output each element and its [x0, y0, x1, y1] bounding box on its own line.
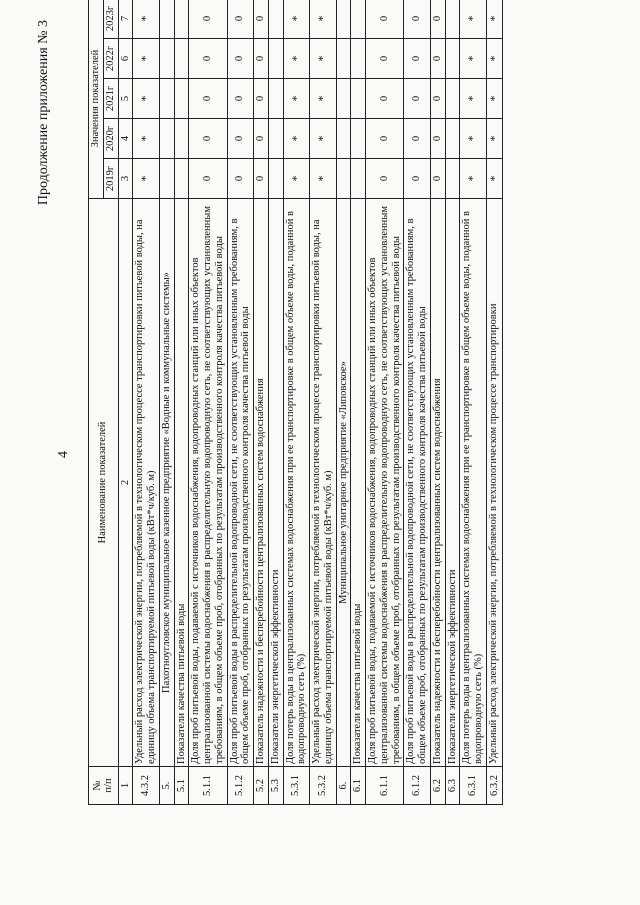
indicator-value: 0: [227, 0, 254, 39]
row-number: 6.1.1: [366, 767, 404, 805]
header-year: 2021г: [103, 79, 118, 119]
empty-value-cell: [174, 79, 189, 119]
indicator-value: 0: [254, 159, 269, 199]
empty-value-cell: [351, 159, 366, 199]
empty-value-cell: [336, 39, 351, 79]
indicator-value: *: [486, 39, 502, 79]
indicator-value: *: [460, 159, 487, 199]
empty-value-cell: [174, 119, 189, 159]
indicator-name: Показатели энергетической эффективности: [445, 199, 460, 767]
table-row: [254, 0, 269, 805]
section-row: [336, 0, 351, 805]
subsection-row: [268, 0, 283, 805]
table-row: [133, 0, 160, 805]
indicator-name: Муниципальное унитарное предприятие «Липовское»: [336, 199, 351, 767]
row-number: 6.3: [445, 767, 460, 805]
table-row: [283, 0, 310, 805]
indicator-name: Удельный расход электрической энергии, потребляемой в технологическом процессе транспортировки: [486, 199, 502, 767]
subsection-row: [351, 0, 366, 805]
row-number: 6.3.1: [460, 767, 487, 805]
indicator-value: 0: [254, 39, 269, 79]
empty-value-cell: [336, 79, 351, 119]
indicator-value: *: [486, 159, 502, 199]
indicator-value: 0: [366, 0, 404, 39]
indicator-value: 0: [404, 79, 431, 119]
header-year: 2020г: [103, 119, 118, 159]
indicator-value: 0: [189, 159, 227, 199]
indicator-value: 0: [430, 119, 445, 159]
indicator-value: 0: [430, 159, 445, 199]
indicator-value: *: [133, 0, 160, 39]
indicator-value: *: [310, 0, 337, 39]
indicator-value: 0: [189, 119, 227, 159]
empty-value-cell: [268, 39, 283, 79]
indicator-value: *: [486, 79, 502, 119]
empty-value-cell: [445, 39, 460, 79]
indicator-value: 0: [254, 0, 269, 39]
row-number: 5.1.2: [227, 767, 254, 805]
indicator-value: 0: [430, 79, 445, 119]
indicator-value: 0: [366, 159, 404, 199]
indicator-value: *: [486, 0, 502, 39]
indicator-value: 0: [189, 39, 227, 79]
indicator-name: Доля проб питьевой воды, подаваемой с источников водоснабжения, водопроводных станций или иных объектов централизованной системы водоснабжения в распределительную водопроводную сеть, не соответствующих установленным требованиям, в общем объеме проб, отобранных по результатам производственного контроля качества питьевой воды: [366, 199, 404, 767]
indicator-name: Доля проб питьевой воды в распределительной водопроводной сети, не соответствующих установленным требованиям, в общем объеме проб, отобранных по результатам производственного контроля качества питьевой воды: [227, 199, 254, 767]
header-year: 2022г: [103, 39, 118, 79]
header-year: 2019г: [103, 159, 118, 199]
indicator-name: Доля проб питьевой воды в распределительной водопроводной сети, не соответствующих установленным требованиям, в общем объеме проб, отобранных по результатам производственного контроля качества питьевой воды: [404, 199, 431, 767]
appendix-caption: Продолжение приложения № 3: [36, 20, 51, 206]
header-index: 1: [118, 767, 133, 805]
empty-value-cell: [159, 39, 174, 79]
indicator-value: *: [283, 39, 310, 79]
empty-value-cell: [268, 79, 283, 119]
indicator-value: *: [283, 79, 310, 119]
empty-value-cell: [445, 0, 460, 39]
empty-value-cell: [268, 119, 283, 159]
empty-value-cell: [351, 0, 366, 39]
row-number: 6.2: [430, 767, 445, 805]
row-number: 5.: [159, 767, 174, 805]
table-row: [486, 0, 502, 805]
indicator-name: Пахотноугловское муниципальное казенное предприятие «Водные и коммунальные системы»: [159, 199, 174, 767]
indicator-value: 0: [189, 79, 227, 119]
indicators-table: [88, 0, 503, 805]
indicator-value: *: [133, 79, 160, 119]
indicator-value: 0: [227, 39, 254, 79]
table-row: [366, 0, 404, 805]
row-number: 6.3.2: [486, 767, 502, 805]
indicator-value: 0: [227, 79, 254, 119]
indicator-value: 0: [366, 119, 404, 159]
row-number: 5.3: [268, 767, 283, 805]
indicator-value: *: [310, 39, 337, 79]
empty-value-cell: [174, 39, 189, 79]
indicator-value: 0: [404, 119, 431, 159]
header-year: 2023г: [103, 0, 118, 39]
page-number: 4: [56, 451, 71, 458]
indicator-name: Показатели энергетической эффективности: [268, 199, 283, 767]
empty-value-cell: [351, 39, 366, 79]
row-number: 6.1: [351, 767, 366, 805]
table-row: [430, 0, 445, 805]
table-header: [89, 0, 133, 805]
indicator-value: *: [283, 159, 310, 199]
indicator-value: 0: [366, 39, 404, 79]
header-index: 2: [118, 199, 133, 767]
indicator-value: 0: [430, 39, 445, 79]
indicator-name: Доля проб питьевой воды, подаваемой с источников водоснабжения, водопроводных станций или иных объектов централизованной системы водоснабжения в распределительную водопроводную сеть, не соответствующих установленным требованиям, в общем объеме проб, отобранных по результатам производственного контроля качества питьевой воды: [189, 199, 227, 767]
indicator-value: 0: [430, 0, 445, 39]
header-index: 5: [118, 79, 133, 119]
indicator-name: Показатель надежности и бесперебойности централизованных систем водоснабжения: [254, 199, 269, 767]
header-num: № п/п: [89, 767, 119, 805]
subsection-row: [174, 0, 189, 805]
empty-value-cell: [336, 159, 351, 199]
table-body: [133, 0, 503, 805]
indicator-value: *: [133, 39, 160, 79]
empty-value-cell: [268, 0, 283, 39]
row-number: 6.1.2: [404, 767, 431, 805]
indicator-value: *: [133, 159, 160, 199]
row-number: 5.3.2: [310, 767, 337, 805]
indicator-name: Доля потерь воды в централизованных системах водоснабжения при ее транспортировке в общем объеме воды, поданной в водопроводную сеть (%): [460, 199, 487, 767]
empty-value-cell: [268, 159, 283, 199]
indicator-name: Показатель надежности и бесперебойности централизованных систем водоснабжения: [430, 199, 445, 767]
indicator-value: *: [283, 0, 310, 39]
indicator-name: Показатели качества питьевой воды: [351, 199, 366, 767]
empty-value-cell: [336, 119, 351, 159]
table-row: [404, 0, 431, 805]
empty-value-cell: [445, 159, 460, 199]
table-row: [310, 0, 337, 805]
subsection-row: [445, 0, 460, 805]
header-index: 3: [118, 159, 133, 199]
indicator-value: 0: [254, 79, 269, 119]
indicator-value: 0: [189, 0, 227, 39]
table-row: [189, 0, 227, 805]
header-values-group: Значения показателей: [89, 0, 104, 199]
empty-value-cell: [159, 0, 174, 39]
indicator-value: 0: [254, 119, 269, 159]
header-index: 4: [118, 119, 133, 159]
indicator-value: *: [460, 39, 487, 79]
indicator-value: *: [283, 119, 310, 159]
empty-value-cell: [174, 0, 189, 39]
indicator-name: Показатели качества питьевой воды: [174, 199, 189, 767]
indicator-value: 0: [227, 119, 254, 159]
table-row: [227, 0, 254, 805]
header-name: Наименование показателей: [89, 199, 119, 767]
header-index: 7: [118, 0, 133, 39]
row-number: 5.1.1: [189, 767, 227, 805]
empty-value-cell: [336, 0, 351, 39]
indicator-value: 0: [404, 39, 431, 79]
row-number: 4.3.2: [133, 767, 160, 805]
empty-value-cell: [159, 119, 174, 159]
row-number: 5.3.1: [283, 767, 310, 805]
indicator-value: 0: [404, 159, 431, 199]
empty-value-cell: [351, 79, 366, 119]
indicator-value: *: [460, 119, 487, 159]
empty-value-cell: [445, 119, 460, 159]
indicator-value: *: [310, 119, 337, 159]
indicator-value: *: [310, 159, 337, 199]
indicator-value: 0: [366, 79, 404, 119]
header-index: 6: [118, 39, 133, 79]
row-number: 5.1: [174, 767, 189, 805]
indicator-value: *: [486, 119, 502, 159]
empty-value-cell: [159, 159, 174, 199]
indicator-value: 0: [404, 0, 431, 39]
indicator-value: *: [460, 0, 487, 39]
row-number: 6.: [336, 767, 351, 805]
indicator-name: Доля потерь воды в централизованных системах водоснабжения при ее транспортировке в общем объеме воды, поданной в водопроводную сеть (%): [283, 199, 310, 767]
empty-value-cell: [174, 159, 189, 199]
table-row: [460, 0, 487, 805]
row-number: 5.2: [254, 767, 269, 805]
indicator-name: Удельный расход электрической энергии, потребляемой в технологическом процессе транспортировки питьевой воды, на единицу объема транспортируемой питьевой воды (кВт*ч/куб. м): [133, 199, 160, 767]
empty-value-cell: [159, 79, 174, 119]
empty-value-cell: [445, 79, 460, 119]
section-row: [159, 0, 174, 805]
indicator-name: Удельный расход электрической энергии, потребляемой в технологическом процессе транспортировки питьевой воды, на единицу объема транспортируемой питьевой воды (кВт*ч/куб. м): [310, 199, 337, 767]
empty-value-cell: [351, 119, 366, 159]
indicator-value: *: [460, 79, 487, 119]
indicator-value: *: [310, 79, 337, 119]
indicator-value: 0: [227, 159, 254, 199]
indicator-value: *: [133, 119, 160, 159]
